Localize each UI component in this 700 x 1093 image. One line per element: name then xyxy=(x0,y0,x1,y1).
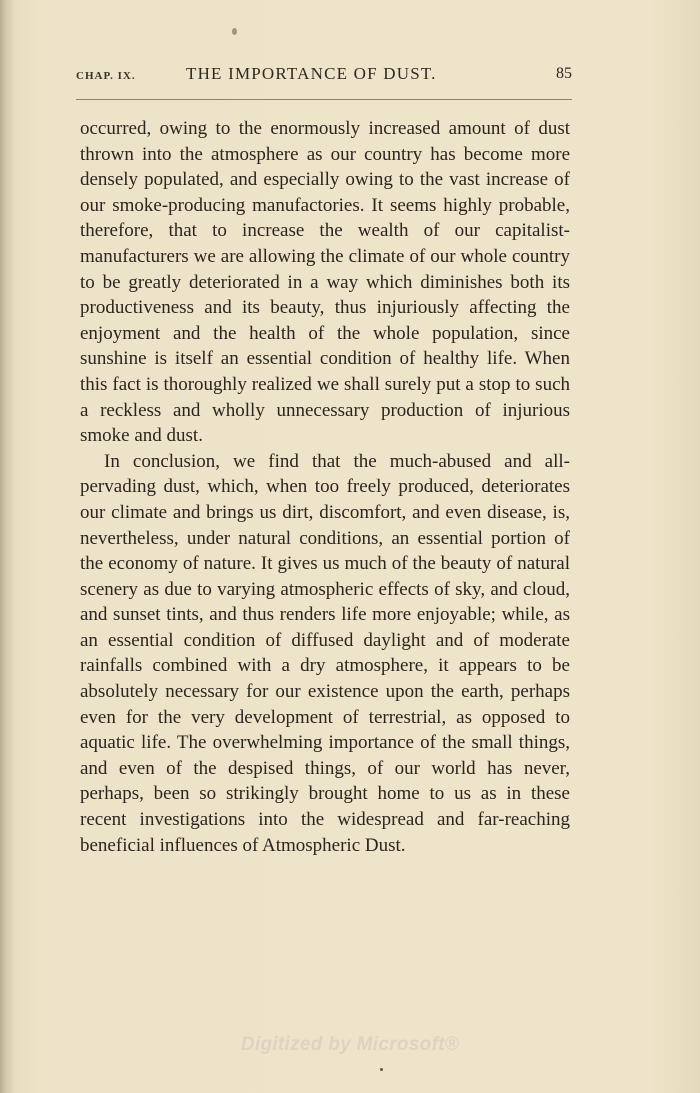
page-gutter-shadow xyxy=(0,0,14,1093)
digitized-watermark: Digitized by Microsoft® xyxy=(240,1034,460,1055)
chapter-label: CHAP. IX. xyxy=(76,70,136,82)
body-text xyxy=(80,116,570,858)
header-rule xyxy=(76,99,572,100)
page-number: 85 xyxy=(556,65,572,82)
running-title: THE IMPORTANCE OF DUST. xyxy=(186,64,437,83)
paragraph-conclusion: In conclusion, we find that the much-abused and all-pervading dust, which, when too freely produced, deteriorates our climate and brings us dirt, discomfort, and even disease, is, nevertheless, under natural conditions, an essential portion of the economy of nature. It gives us much of the beauty of natural scenery as due to varying atmospheric effects of sky, and cloud, and sunset tints, and thus renders life more enjoyable; while, as an essential condition of diffused daylight and of moderate rainfalls combined with a dry atmosphere, it appears to be absolutely necessary for our existence upon the earth, perhaps even for the very development of terrestrial, as opposed to aquatic life. The overwhelming importance of the small things, and even of the despised things, of our world has never, perhaps, been so strikingly brought home to us as in these recent investigations into the widespread and far-reaching beneficial influences of Atmospheric Dust. xyxy=(80,450,570,856)
running-head xyxy=(76,64,572,90)
stray-mark xyxy=(380,1068,383,1071)
paragraph-continued: occurred, owing to the enormously increased amount of dust thrown into the atmosphere as our country has become more densely populated, and especially owing to the vast increase of our smoke-producing manufactories. It seems highly probable, therefore, that to increase the wealth of our capitalist-manufacturers we are allowing the climate of our whole country to be greatly deteriorated in a way which diminishes both its productiveness and its beauty, thus injuriously affecting the enjoyment and the health of the whole population, since sunshine is itself an essential condition of healthy life. When this fact is thoroughly realized we shall surely put a stop to such a reckless and wholly unnecessary production of injurious smoke and dust. xyxy=(80,118,570,447)
binding-mark xyxy=(232,28,237,35)
